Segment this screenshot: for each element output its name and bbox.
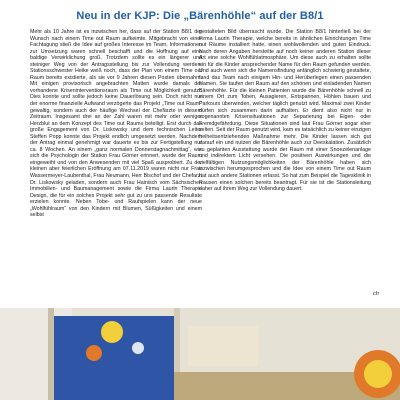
left-column-text: Mehr als 10 Jahre ist es inzwischen her, dass auf der Station B8/1 der Wunsch nach einem Time out Raum aufkeimte. Mitgebracht von einer Fachtagung stieß die Idee auf großes Interesse im Team, Informationen zur Umsetzung waren schnell beschafft und die Hoffnung auf eine baldige Verwirklichung groß. Trotzdem sollte es ein längerer und steiniger Weg von der Antragsstellung bis zur Vollendung werden. Stationsschwester Heike weiß noch, dass der Plan von einem Time out Raum bereits existierte, als sie vor 9 Jahren diesen Posten übernahm. Mit einigen provisorisch angebrachten Matten wurde damals der vorhandene Kriseninterventionsraum als Time out Möglichkeit genutzt. Dies konnte und sollte jedoch keine Dauerlösung sein. Doch nicht nur der enorme finanzielle Aufwand verzögerte das Projekt „Time out Raum“ gewaltig, sondern auch der häufige Wechsel der Chefärzte in diesem Zeitraum. Insgesamt drei an der Zahl waren mit mehr oder weniger Herzblut an dem Konzept des Time out Raums beteiligt. Erst durch das große Engagement von Dr. Liskowsky und dem technischen Leiter Steffen Popp konnte das Projekt endlich umgesetzt werden. Nachdem der Antrag einmal genehmigt war dauerte es bis zur Fertigstellung nur ca. 8 Wochen. An einem „ganz normalen Donnerstagnachmittag“, wie sich die Psychologin der Station Frau Görner erinnert, wurde der Raum eingeweiht und von den Anwesenden mit viel Spaß ausprobiert. Zu der kleinen aber feierlichen Eröffnung am 07.11.2019 waren nicht nur Frau Wassermeyer-Laubenthal, Frau Neumann, Herr Bischof und der Chefarzt Dr. Liskowsky geladen, sondern auch Frau Hainisch vom Sächsischen Immobilien- und Baumanagement sowie die Firma Laurin Therapie Design, die für ein solches Projekt sehr gut zu uns passende Resultate erzielen konnte. Neben Tobe- und Raufspielen kann der neue „Wohlfühlraum“ von den Kindern mit Blumen, Süßigkeiten und einem selbst (30, 29, 202, 219)
article-column-right (199, 29, 371, 193)
light-patch (188, 326, 258, 366)
wall-corner (174, 308, 180, 372)
author-signature: ch (373, 291, 379, 297)
room-photo-illustration (0, 308, 400, 400)
white-circle-decoration (132, 342, 144, 354)
article-title: Neu in der KJP: Die „Bärenhöhle“ auf der B8/1 (76, 10, 324, 22)
window-frame (48, 308, 54, 400)
room-photo (0, 308, 400, 400)
yellow-circle-decoration (101, 321, 123, 343)
yellow-ball-ring (364, 360, 392, 388)
orange-circle-decoration (86, 345, 102, 361)
article-column-left (30, 29, 202, 219)
right-column-text: gestalteten Bild überrascht wurde. Die Station B8/1 hinterließ bei der Firma Laurin Therapie, welche bereits in ähnlichen Einrichtungen Time out Räume installiert hatte, einen wohlwollenden und guten Eindruck. Nach deren Angaben hersteilte auf noch keiner anderen Station dieser Art eine solche Wohlfühlatmosphäre. Um diese auch zu erhalten sollte ein für die Kinder ansprechender Name für den Raum gefunden werden. Und auch wenn sich die Namensfindung anfänglich schwierig gestaltete, fand das Team nach einigem Hin- und Herüberlegen einen passenden Namen. Sie taufen den Raum auf den schönen und einladenden Namen Bärenhöhle. Für die kleinen Patienten wurde die Bärenhöhle schnell zu einem Ort zum Toben, Ausagieren, Entspannen, Höhlen bauen und Parkours überwinden, welcher täglich genutzt wird. Maximal zwei Kinder dürfen sich zusammen darin aufhalten. Er dient also nicht nur in sogenannten Krisensituationen zur Separierung bei Eigen- oder Fremdgefährdung. Diese Situationen sind laut Frau Görner sogar eher selten. Seit der Raum genutzt wird, kam es tatsächlich zu keiner einzigen freiheitsentziehenden Maßnahme mehr. Die Kinder lassen sich gut darauf ein und nutzen die Bärenhöhle auch zur Deeskalation. Zusätzlich zu geplanten Ausstattung wurde der Raum mit einer Snoezelenanlage und indirektem Licht versehen. Die positiven Auswirkungen und die vielfältigen Nutzungsmöglichkeiten der Bärenhöhle haben sich inzwischen herumgesprochen und die Idee von einem Time out Raum hat auch andere Stationen erfasst. So hat zum Beispiel die Tagesklinik in Rausen einen solchen bereits beantragt. Für sie ist die Stationsleitung daher auf ihrem Weg zur Vollendung dauert. (199, 29, 371, 193)
